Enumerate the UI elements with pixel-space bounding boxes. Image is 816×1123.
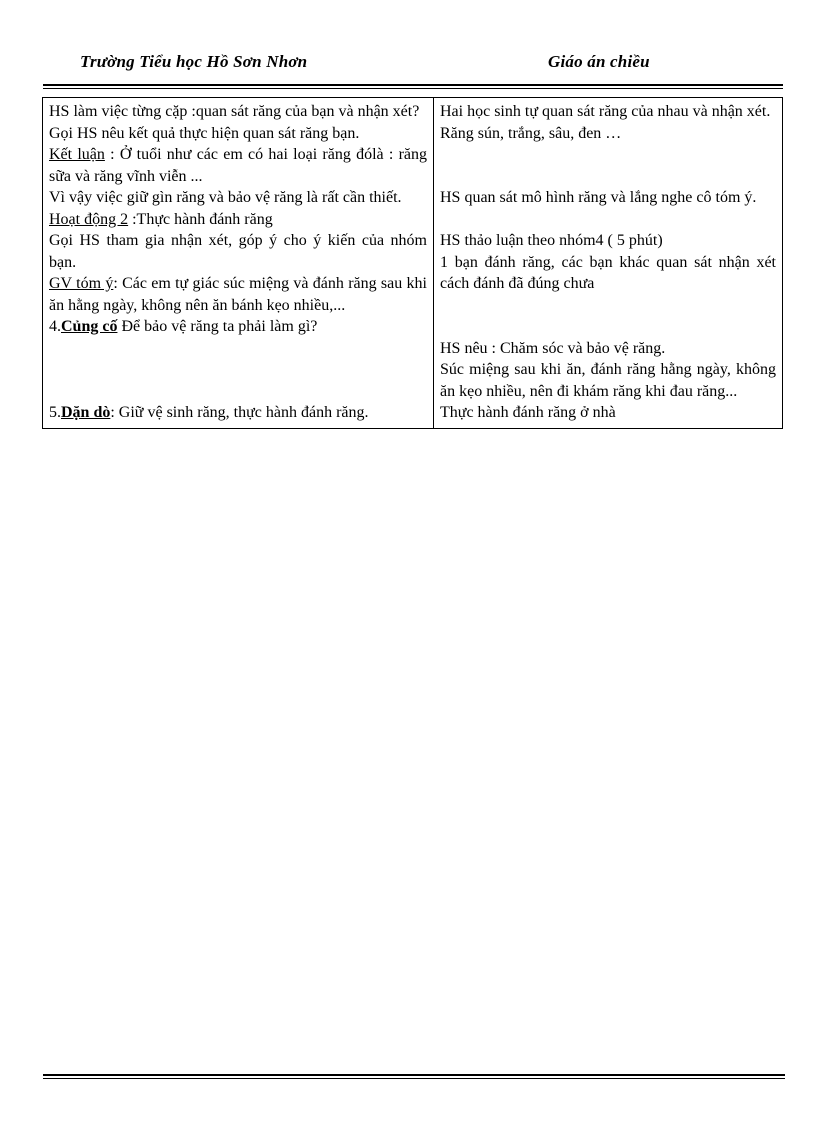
paragraph-model: HS quan sát mô hình răng và lắng nghe cô tóm ý. (440, 189, 757, 206)
homework-number: 5. (49, 404, 61, 421)
paragraph-group-discussion: HS thảo luận theo nhóm4 ( 5 phút) (440, 232, 663, 249)
student-activities-cell (434, 98, 783, 429)
paragraph-brushing-demo: 1 bạn đánh răng, các bạn khác quan sát nhận xét cách đánh đã đúng chưa (440, 253, 776, 292)
lesson-table (42, 97, 783, 429)
paragraph-practice-home: Thực hành đánh răng ở nhà (440, 404, 616, 421)
homework-label: Dặn dò (61, 404, 111, 421)
paragraph-report: Gọi HS nêu kết quả thực hiện quan sát răng bạn. (49, 124, 360, 142)
paragraph-conclusion (49, 144, 427, 187)
consolidation-text: Để bảo vệ răng ta phải làm gì? (117, 318, 318, 335)
paragraph-observe: Hai học sinh tự quan sát răng của nhau và nhận xét. (440, 103, 771, 120)
homework-text: : Giữ vệ sinh răng, thực hành đánh răng. (110, 404, 369, 421)
table-row (43, 98, 783, 429)
footer-divider (43, 1074, 785, 1079)
consolidation-number: 4. (49, 318, 61, 335)
teacher-activities-cell (43, 98, 434, 429)
activity-2-label: Hoạt động 2 (49, 210, 129, 228)
document-type: Giáo án chiều (548, 52, 650, 71)
header-divider (43, 84, 783, 89)
paragraph-consolidation (49, 316, 427, 338)
activity-2-text: :Thực hành đánh răng (128, 210, 273, 228)
conclusion-label: Kết luận (49, 146, 105, 163)
paragraph-importance: Vì vậy việc giữ gìn răng và bảo vệ răng là rất cần thiết. (49, 189, 402, 206)
paragraph-pair-work: HS làm việc từng cặp :quan sát răng của bạn và nhận xét? (49, 103, 420, 120)
summary-text: : Các em tự giác súc miệng và đánh răng sau khi ăn hằng ngày, không nên ăn bánh kẹo nhiều,... (49, 275, 428, 314)
school-name: Trường Tiểu học Hồ Sơn Nhơn (80, 52, 308, 71)
paragraph-teeth-types: Răng sún, trắng, sâu, đen … (440, 124, 622, 142)
paragraph-feedback: Gọi HS tham gia nhận xét, góp ý cho ý kiến của nhóm bạn. (49, 232, 427, 271)
paragraph-answer: HS nêu : Chăm sóc và bảo vệ răng. (440, 339, 666, 357)
paragraph-summary (49, 273, 427, 316)
consolidation-label: Củng cố (61, 318, 118, 335)
paragraph-activity-2 (49, 209, 427, 231)
summary-label: GV tóm ý (49, 275, 114, 292)
paragraph-care-tips: Súc miệng sau khi ăn, đánh răng hằng ngày, không ăn kẹo nhiều, nên đi khám răng khi đau răng... (440, 361, 776, 400)
paragraph-homework (49, 402, 427, 424)
conclusion-text: : Ở tuổi như các em có hai loại răng đólà : răng sữa và răng vĩnh viễn ... (49, 146, 428, 185)
